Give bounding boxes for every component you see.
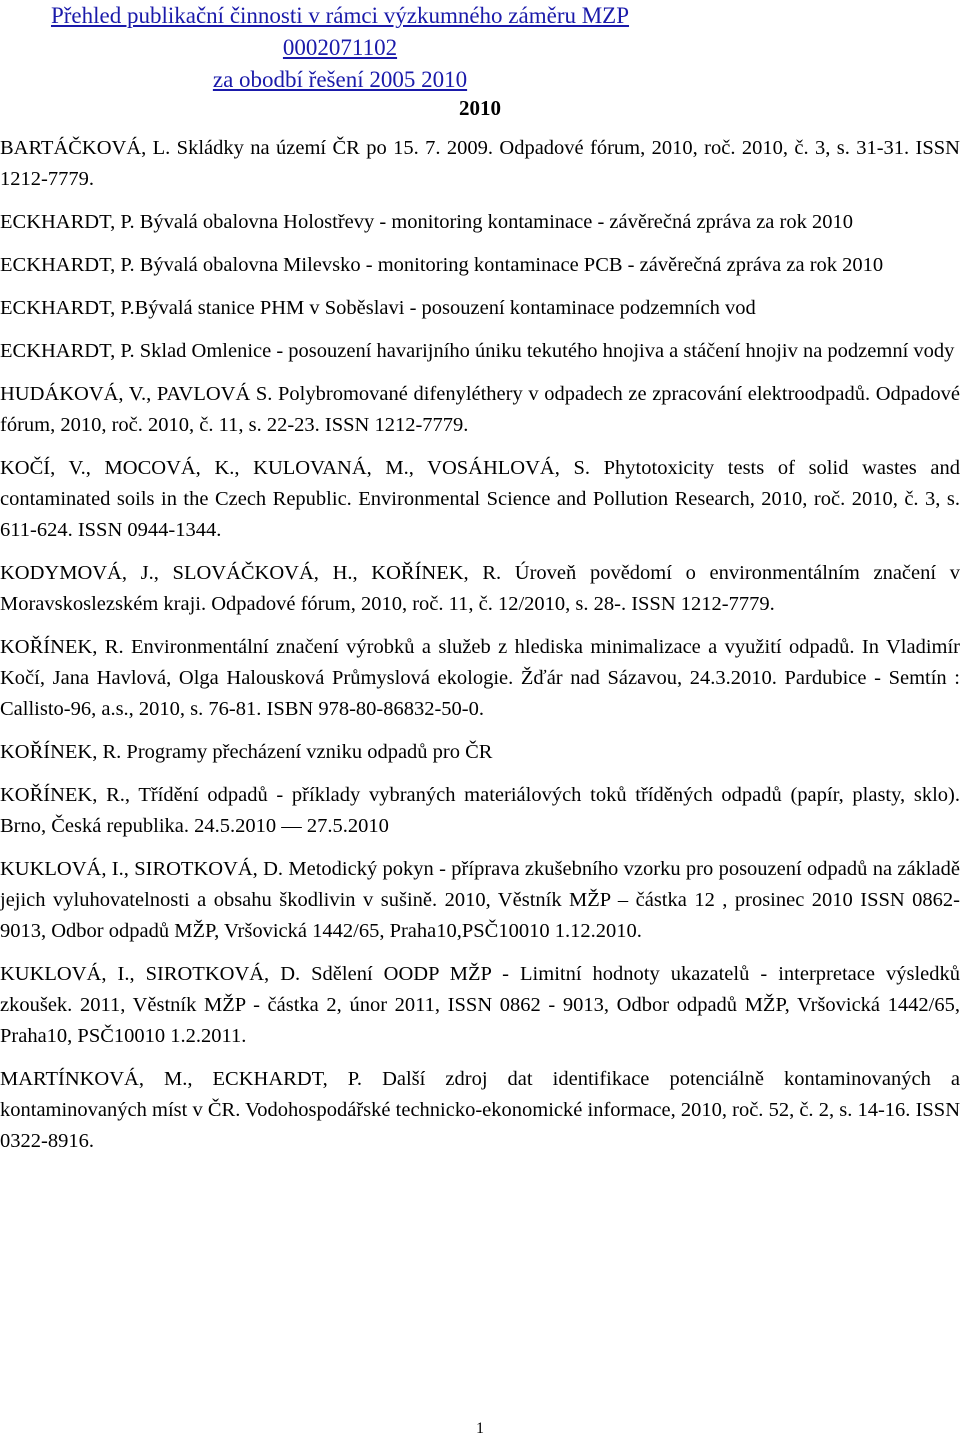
publication-entry: ECKHARDT, P. Bývalá obalovna Milevsko - monitoring kontaminace PCB - závěrečná zpráva za rok 2010 xyxy=(0,254,884,276)
publication-entry: KOŘÍNEK, R., Třídění odpadů - příklady vybraných materiálových toků tříděných odpadů (papír, plasty, sklo). Brno, Česká republika. 24.5.2010 — 27.5.2010 xyxy=(0,784,960,837)
publication-entry: KUKLOVÁ, I., SIROTKOVÁ, D. Sdělení OODP MŽP - Limitní hodnoty ukazatelů - interpretace výsledků zkoušek. 2011, Věstník MŽP - částka 2, únor 2011, ISSN 0862 - 9013, Odbor odpadů MŽP, Vršovická 1442/65, Praha10, PSČ10010 1.2.2011. xyxy=(0,963,960,1047)
publication-entry: KOŘÍNEK, R. Environmentální značení výrobků a služeb z hlediska minimalizace a využití odpadů. In Vladimír Kočí, Jana Havlová, Olga Halousková Průmyslová ekologie. Žďár nad Sázavou, 24.3.2010. Pardubice - Semtín : Callisto-96, a.s., 2010, s. 76-81. ISBN 978-80-86832-50-0. xyxy=(0,636,960,720)
publication-entry: ECKHARDT, P. Bývalá obalovna Holostřevy - monitoring kontaminace - závěrečná zpráva za rok 2010 xyxy=(0,211,853,233)
publication-entry: KOŘÍNEK, R. Programy přecházení vzniku odpadů pro ČR xyxy=(0,741,493,763)
publication-entry: ECKHARDT, P. Sklad Omlenice - posouzení havarijního úniku tekutého hnojiva a stáčení hnojiv na podzemní vody xyxy=(0,340,955,362)
document-title-line-1: Přehled publikační činnosti v rámci výzkumného záměru MZP 0002071102 xyxy=(50,3,630,60)
page-number: 1 xyxy=(476,1420,484,1437)
publication-entry: BARTÁČKOVÁ, L. Skládky na území ČR po 15. 7. 2009. Odpadové fórum, 2010, roč. 2010, č. 3, s. 31-31. ISSN 1212-7779. xyxy=(0,137,960,190)
publication-entry: KOČÍ, V., MOCOVÁ, K., KULOVANÁ, M., VOSÁHLOVÁ, S. Phytotoxicity tests of solid wastes and contaminated soils in the Czech Republic. Environmental Science and Pollution Research, 2010, roč. 2010, č. 3, s. 611-624. ISSN 0944-1344. xyxy=(0,457,960,541)
publication-list xyxy=(0,133,960,1169)
publication-entry: ECKHARDT, P.Bývalá stanice PHM v Soběslavi - posouzení kontaminace podzemních vod xyxy=(0,297,756,319)
document-title-line-2: za obodbí řešení 2005 2010 xyxy=(212,67,468,92)
publication-entry: MARTÍNKOVÁ, M., ECKHARDT, P. Další zdroj dat identifikace potenciálně kontaminovaných a kontaminovaných míst v ČR. Vodohospodářské technicko-ekonomické informace, 2010, roč. 52, č. 2, s. 14-16. ISSN 0322-8916. xyxy=(0,1068,960,1152)
publication-entry: KODYMOVÁ, J., SLOVÁČKOVÁ, H., KOŘÍNEK, R. Úroveň povědomí o environmentálním značení v Moravskoslezském kraji. Odpadové fórum, 2010, roč. 11, č. 12/2010, s. 28-. ISSN 1212-7779. xyxy=(0,562,960,615)
publication-entry: HUDÁKOVÁ, V., PAVLOVÁ S. Polybromované difenyléthery v odpadech ze zpracování elektroodpadů. Odpadové fórum, 2010, roč. 2010, č. 11, s. 22-23. ISSN 1212-7779. xyxy=(0,383,960,436)
year-heading: 2010 xyxy=(459,96,501,120)
publication-entry: KUKLOVÁ, I., SIROTKOVÁ, D. Metodický pokyn - příprava zkušebního vzorku pro posouzení odpadů na základě jejich vyluhovatelnosti a obsahu škodlivin v sušině. 2010, Věstník MŽP – částka 12 , prosinec 2010 ISSN 0862-9013, Odbor odpadů MŽP, Vršovická 1442/65, Praha10,PSČ10010 1.12.2010. xyxy=(0,858,960,942)
document-title xyxy=(0,0,680,96)
